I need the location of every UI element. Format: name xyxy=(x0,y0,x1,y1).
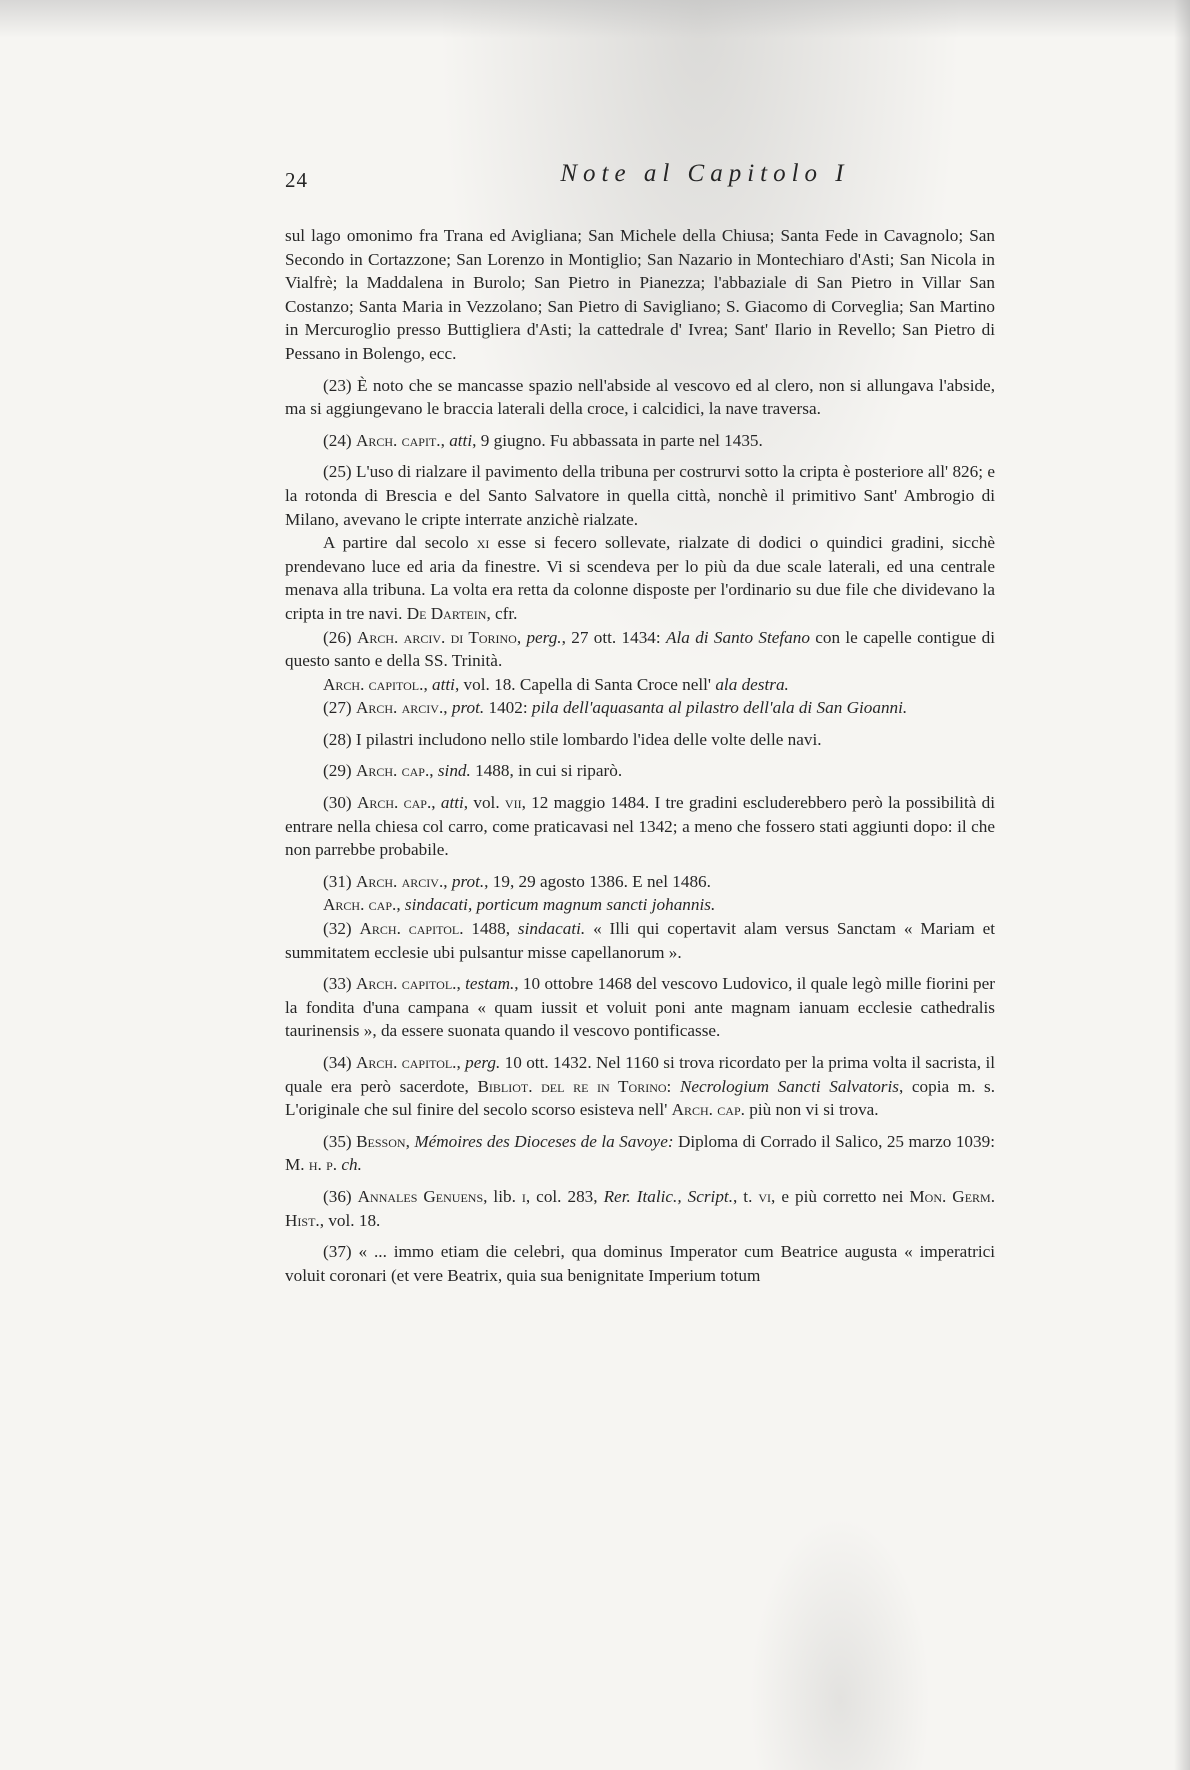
note-24: (24) Arch. capit., atti, 9 giugno. Fu abbassata in parte nel 1435. xyxy=(323,430,763,450)
scan-shadow-top xyxy=(0,0,1190,38)
note-30: (30) Arch. cap., atti, vol. vii, 12 maggio 1484. I tre gradini escluderebbero però la possibilità di entrare nella chiesa col carro, come praticavasi nel 1342; a meno che fossero stati aggiunti dopo: il che non parrebbe probabile. xyxy=(285,793,996,860)
note-29: (29) Arch. cap., sind. 1488, in cui si riparò. xyxy=(323,761,623,781)
page-header xyxy=(285,160,995,200)
note-31: (31) Arch. arciv., prot., 19, 29 agosto 1386. E nel 1486. xyxy=(323,871,711,891)
notes-text xyxy=(285,224,995,1287)
running-head: Note al Capitolo I xyxy=(560,160,850,187)
note-36: (36) Annales Genuens, lib. i, col. 283, Rer. Italic., Script., t. vi, e più corretto nei Mon. Germ. Hist., vol. 18. xyxy=(285,1186,995,1230)
note-28: (28) I pilastri includono nello stile lombardo l'idea delle volte delle navi. xyxy=(323,729,822,749)
note-37: (37) « ... immo etiam die celebri, qua dominus Imperator cum Beatrice augusta « imperatrici voluit coronari (et vere Beatrix, quia sua benignitate Imperium totum xyxy=(285,1242,995,1285)
note-25-continuation: A partire dal secolo xi esse si fecero sollevate, rialzate di dodici o quindici gradini, sicchè prendevano luce ed aria da finestre. Vi si scendeva per lo più da due scale laterali, ed una centrale menava alla tribuna. La volta era retta da colonne disposte per l'ordinario su due file che dividevano la cripta in tre navi. De Dartein, cfr. xyxy=(285,533,996,623)
page-number: 24 xyxy=(285,168,308,192)
note-33: (33) Arch. capitol., testam., 10 ottobre 1468 del vescovo Ludovico, il quale legò mille fiorini per la fondita d'una campana « quam iussit et voluit poni ante magnam ianuam ecclesie cathedralis taurinensis », da essere suonata quando il vescovo pontificasse. xyxy=(285,974,996,1041)
note-34: (34) Arch. capitol., perg. 10 ott. 1432. Nel 1160 si trova ricordato per la prima volta il sacrista, il quale era però sacerdote, Bibliot. del re in Torino: Necrologium Sancti Salvatoris, copia m. s. L'originale che sul finire del secolo scorso esisteva nell' Arch. cap. più non vi si trova. xyxy=(285,1053,996,1120)
note-25: (25) L'uso di rialzare il pavimento della tribuna per costrurvi sotto la cripta è posteriore all' 826; e la rotonda di Brescia e del Santo Salvatore in quella città, nonchè il primitivo Sant' Ambrogio di Milano, avevano le cripte interrate anzichè rialzate. xyxy=(285,462,995,529)
note-23: (23) È noto che se mancasse spazio nell'abside al vescovo ed al clero, non si allungava l'abside, ma si aggiungevano le braccia laterali della croce, i calcidici, la nave traversa. xyxy=(285,375,995,419)
note-32: (32) Arch. capitol. 1488, sindacati. « Illi qui copertavit alam versus Sanctam « Mariam et summitatem ecclesie ubi pulsantur misse capellanorum ». xyxy=(285,919,996,962)
note-26: (26) Arch. arciv. di Torino, perg., 27 ott. 1434: Ala di Santo Stefano con le capelle contigue di questo santo e della SS. Trinità. xyxy=(285,627,995,671)
note-27: (27) Arch. arciv., prot. 1402: pila dell'aquasanta al pilastro dell'ala di San Gioanni. xyxy=(323,698,908,718)
note-31-continuation: Arch. cap., sindacati, porticum magnum sancti johannis. xyxy=(323,895,716,915)
note-26-continuation: Arch. capitol., atti, vol. 18. Capella di Santa Croce nell' ala destra. xyxy=(323,674,789,694)
paragraph-continuation: sul lago omonimo fra Trana ed Avigliana; San Michele della Chiusa; Santa Fede in Cavagnolo; San Secondo in Cortazzone; San Lorenzo in Montiglio; San Nazario in Montechiaro d'Asti; San Nicola in Vialfrè; la Maddalena in Burolo; San Pietro in Pianezza; l'abbaziale di San Pietro in Villar San Costanzo; Santa Maria in Vezzolano; San Pietro di Savigliano; S. Giacomo di Corveglia; San Martino in Mercuroglio presso Buttigliera d'Asti; la cattedrale d' Ivrea; Sant' Ilario in Revello; San Pietro di Pessano in Bolengo, ecc. xyxy=(285,226,995,363)
note-35: (35) Besson, Mémoires des Dioceses de la Savoye: Diploma di Corrado il Salico, 25 marzo 1039: M. h. p. ch. xyxy=(285,1131,995,1175)
scan-shadow-right xyxy=(1174,0,1190,1770)
